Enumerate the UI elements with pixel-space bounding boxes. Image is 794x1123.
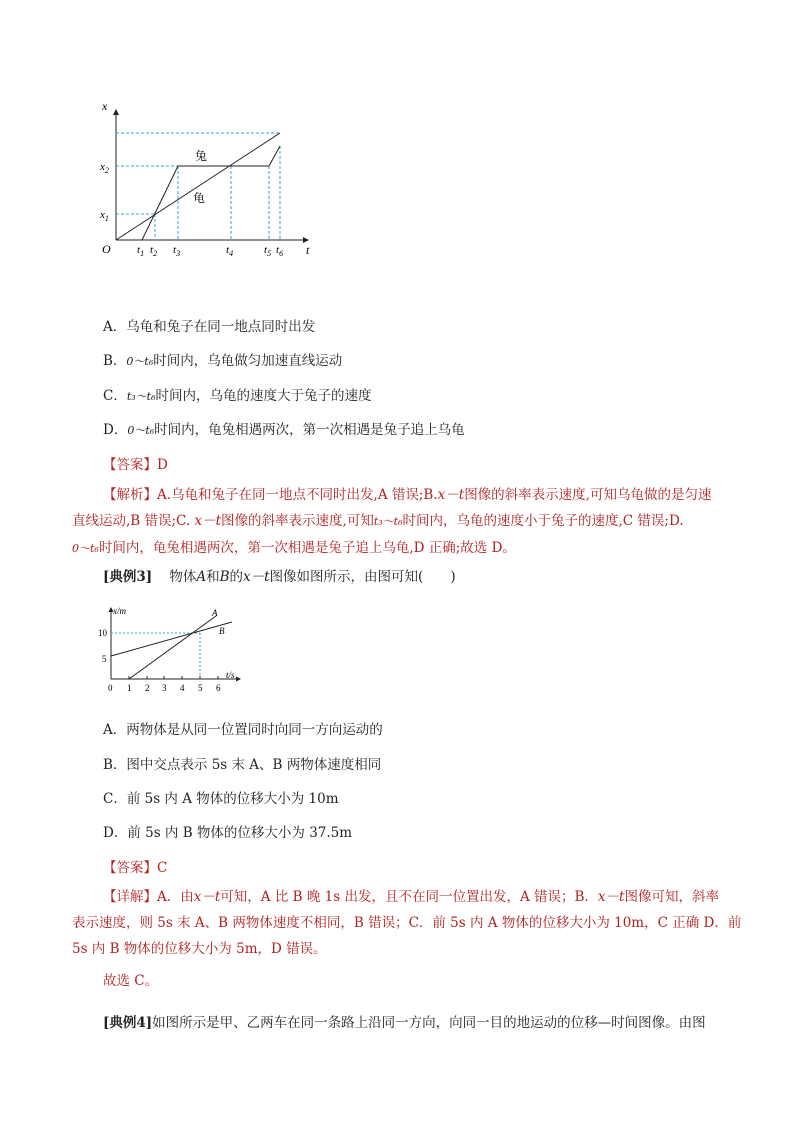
y-tick-x1: $x_1$	[100, 209, 109, 223]
q4-title: [典例4]如图所示是甲、乙两车在同一条路上沿同一方向，向同一目的地运动的位移—时间图像。由图	[103, 1015, 706, 1031]
q3-conclusion: 故选 C。	[103, 973, 159, 989]
svg-text:B: B	[219, 626, 225, 636]
svg-text:2: 2	[145, 683, 150, 693]
svg-text:x/m: x/m	[113, 606, 126, 616]
svg-text:5: 5	[198, 683, 203, 693]
rabbit-line	[142, 146, 280, 240]
x-axis-label: t	[306, 243, 310, 257]
ab-graph	[92, 604, 252, 696]
svg-text:3: 3	[162, 683, 167, 693]
y-tick-x2: $x_2$	[100, 161, 109, 175]
svg-text:4: 4	[180, 683, 185, 693]
x-tick-t3: $t_3$	[173, 244, 181, 258]
q3-option-d: D．前 5s 内 B 物体的位移大小为 37.5m	[103, 825, 353, 841]
line-b	[111, 622, 232, 656]
svg-text:1: 1	[127, 683, 132, 693]
q2-answer: 【答案】D	[103, 457, 168, 473]
q3-option-b: B．图中交点表示 5s 末 A、B 两物体速度相同	[103, 757, 382, 773]
x-tick-t4: $t_4$	[226, 244, 234, 258]
svg-text:t/s: t/s	[226, 670, 235, 680]
q2-option-a: A．乌龟和兔子在同一地点同时出发	[103, 319, 316, 335]
rabbit-label: 兔	[195, 149, 208, 163]
svg-text:0: 0	[108, 683, 113, 693]
q3-option-c: C．前 5s 内 A 物体的位移大小为 10m	[103, 791, 339, 807]
svg-text:6: 6	[216, 683, 221, 693]
x-tick-t2: $t_2$	[150, 244, 158, 258]
x-tick-t6: $t_6$	[276, 244, 284, 258]
tortoise-hare-graph	[98, 96, 328, 261]
q3-title: [典例3] 物体A和B的x－t图像如图所示，由图可知( )	[103, 569, 456, 585]
y-axis-label: x	[102, 99, 108, 113]
q2-analysis: 【解析】A.乌龟和兔子在同一地点不同时出发,A 错误;B.x－t图像的斜率表示速度,可知乌龟做的是匀速 直线运动,B 错误;C. x－t图像的斜率表示速度,可知t₃～t₆时间内，乌龟的速度小于兔子的速度,C 错误;D. 0～t₆时间内，龟兔相遇两次，第一次相遇是兔子追上乌龟,D 正确;故选 D。	[72, 487, 712, 556]
origin-label: O	[102, 242, 111, 256]
svg-text:5: 5	[102, 654, 107, 664]
q3-detail: 【详解】A．由x－t可知，A 比 B 晚 1s 出发，且不在同一位置出发，A 错误；B．x－t图像可知，斜率 表示速度，则 5s 末 A、B 两物体速度不相同，B 错误；C．前 5s 内 A 物体的位移大小为 10m，C 正确 D．前 5s 内 B 物体的位移大小为 5m，D 错误。	[72, 889, 742, 957]
q3-answer: 【答案】C	[103, 860, 168, 876]
q2-option-b: B．0～t₆时间内，乌龟做匀加速直线运动	[103, 353, 343, 369]
svg-text:10: 10	[98, 628, 107, 638]
turtle-label: 龟	[193, 191, 206, 205]
q3-option-a: A．两物体是从同一位置同时向同一方向运动的	[103, 722, 383, 738]
x-tick-t1: $t_1$	[137, 244, 145, 258]
x-tick-t5: $t_5$	[264, 244, 272, 258]
svg-text:A: A	[212, 608, 218, 618]
q2-option-c: C．t₃～t₆时间内，乌龟的速度大于兔子的速度	[103, 388, 372, 404]
q2-option-d: D．0～t₆时间内，龟兔相遇两次，第一次相遇是兔子追上乌龟	[103, 422, 465, 438]
